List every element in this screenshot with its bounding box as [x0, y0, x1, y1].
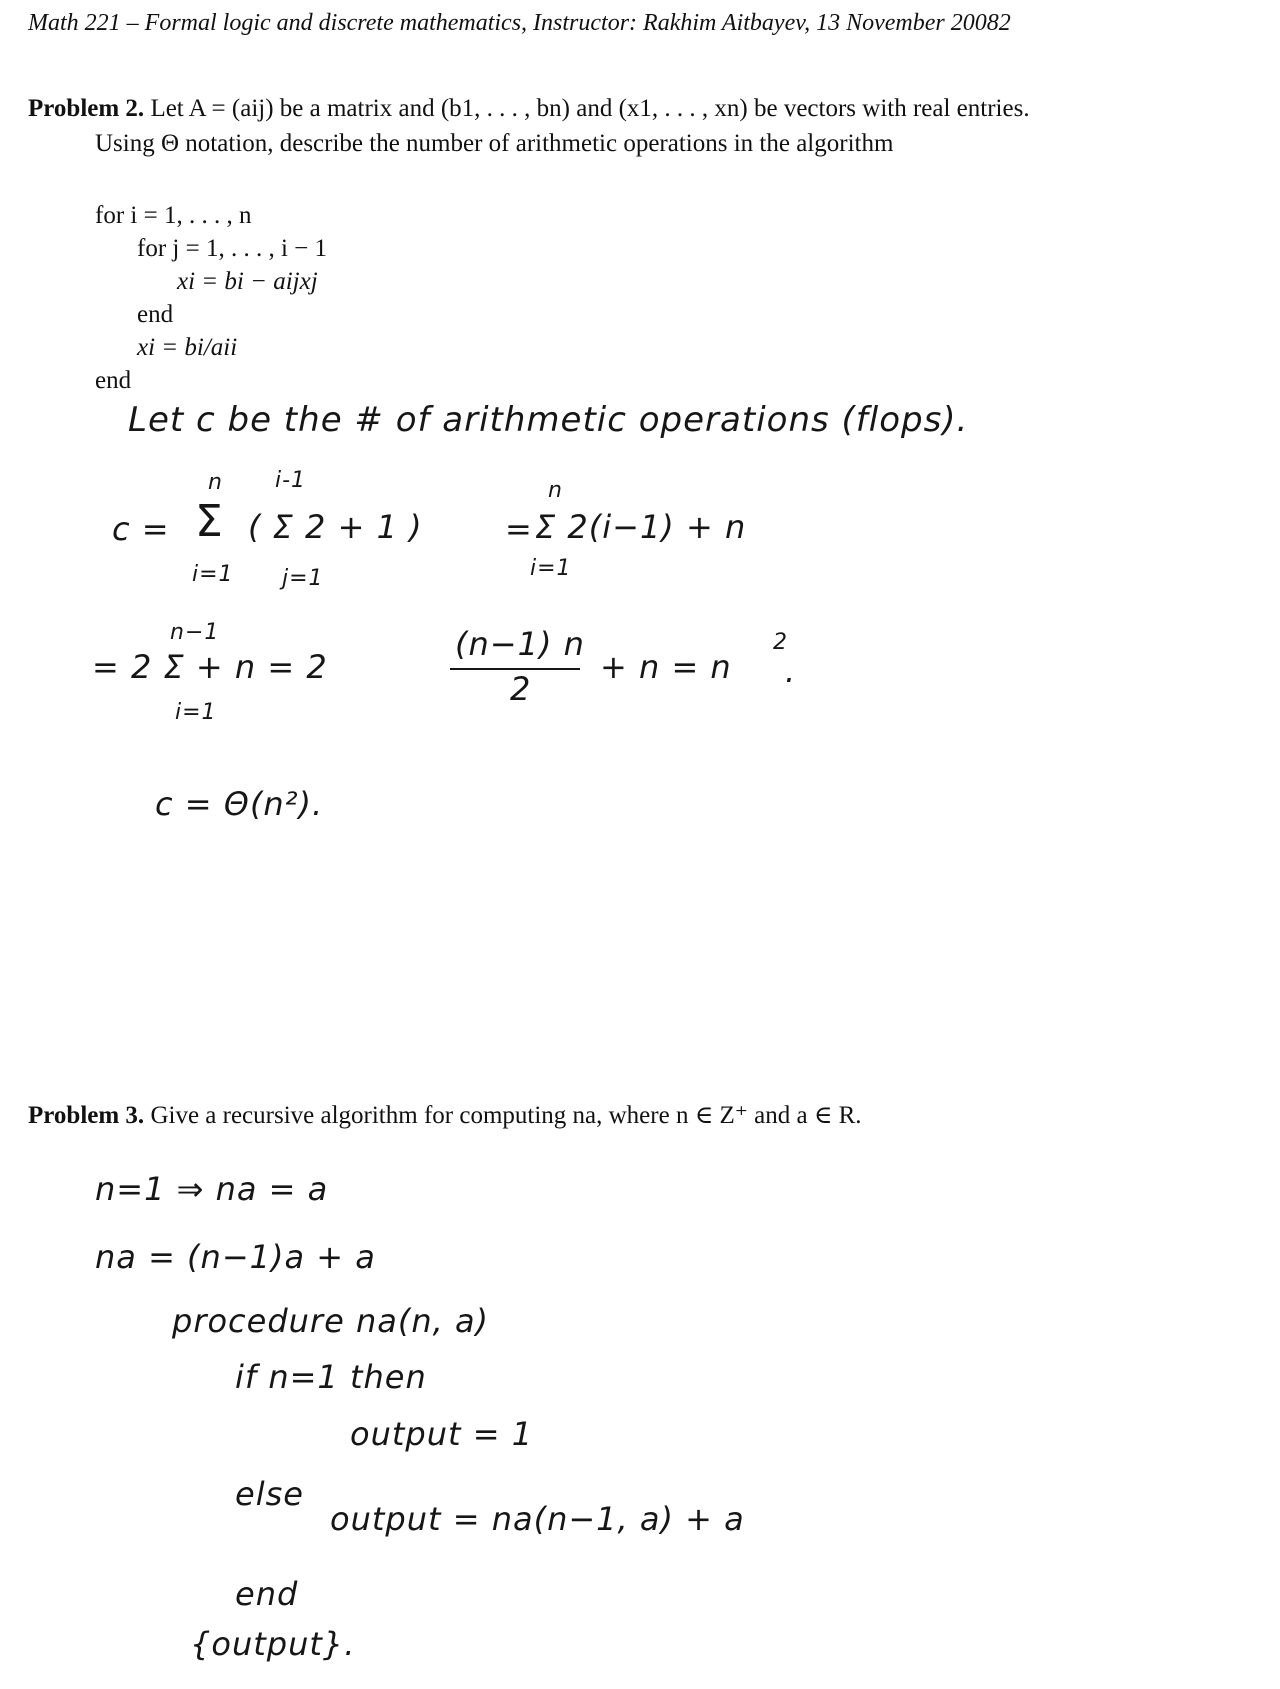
eq1-rhs-bot: i=1	[530, 556, 572, 581]
eq1-rhs: Σ 2(i−1) + n	[535, 508, 747, 546]
algo-line-5: xi = bi/aii	[137, 334, 238, 361]
algo-line-1: for i = 1, . . . , n	[95, 202, 252, 229]
algo-line-2: for j = 1, . . . , i − 1	[137, 235, 327, 262]
problem-2-line-2: Using Θ notation, describe the number of arithmetic operations in the algorithm	[95, 130, 894, 157]
eq2-denominator: 2	[510, 670, 532, 708]
eq1-rhs-top: n	[548, 478, 563, 503]
eq2-rhs: + n = n	[600, 648, 732, 686]
eq1-equals: =	[505, 510, 533, 548]
problem-3-label: Problem 3.	[28, 1102, 145, 1129]
algo-line-6: end	[95, 367, 132, 394]
problem-3-text: Give a recursive algorithm for computing na, where n ∈ Z⁺ and a ∈ R.	[150, 1102, 862, 1129]
problem-2-text: Let A = (aij) be a matrix and (b1, . . . , bn) and (x1, . . . , xn) be vectors with real entries.	[150, 95, 1030, 122]
eq2-numerator: (n−1) n	[455, 625, 585, 663]
answer-3-else: else	[235, 1475, 304, 1513]
answer-3-if: if n=1 then	[235, 1358, 427, 1396]
algo-line-3: xi = bi − aijxj	[177, 268, 318, 295]
eq2-period: .	[785, 652, 797, 690]
problem-2-line-1	[28, 95, 1030, 123]
answer-3-output-1: output = 1	[350, 1415, 534, 1453]
answer-3-output-set: {output}.	[190, 1625, 356, 1663]
eq1-inner-top: i-1	[275, 468, 307, 493]
eq3: c = Θ(n²).	[155, 785, 324, 823]
answer-3-line-2: na = (n−1)a + a	[95, 1238, 376, 1276]
problem-3-line-1	[28, 1100, 862, 1130]
eq1-inner: ( Σ 2 + 1 )	[248, 508, 423, 546]
eq2-lhs: = 2 Σ + n = 2	[92, 648, 328, 686]
answer-3-procedure: procedure na(n, a)	[172, 1302, 490, 1340]
eq1-inner-bot: j=1	[282, 566, 324, 591]
eq1-sigma-icon: Σ	[195, 496, 224, 547]
answer-3-end: end	[235, 1575, 299, 1613]
algo-line-4: end	[137, 301, 174, 328]
eq2-sigma-bot: i=1	[175, 700, 217, 725]
eq1-sigma-top: n	[208, 470, 223, 495]
answer-3-output-2: output = na(n−1, a) + a	[330, 1500, 745, 1538]
eq1-sigma-bot: i=1	[192, 562, 234, 587]
eq1-lhs: c =	[112, 510, 170, 548]
answer-2-intro: Let c be the # of arithmetic operations (flops).	[128, 400, 969, 440]
page-header: Math 221 – Formal logic and discrete mathematics, Instructor: Rakhim Aitbayev, 13 November 20082	[28, 10, 1011, 36]
eq2-superscript: 2	[773, 630, 788, 655]
problem-2-label: Problem 2.	[28, 95, 145, 122]
eq2-sigma-top: n−1	[170, 620, 220, 645]
answer-3-line-1: n=1 ⇒ na = a	[95, 1170, 329, 1208]
